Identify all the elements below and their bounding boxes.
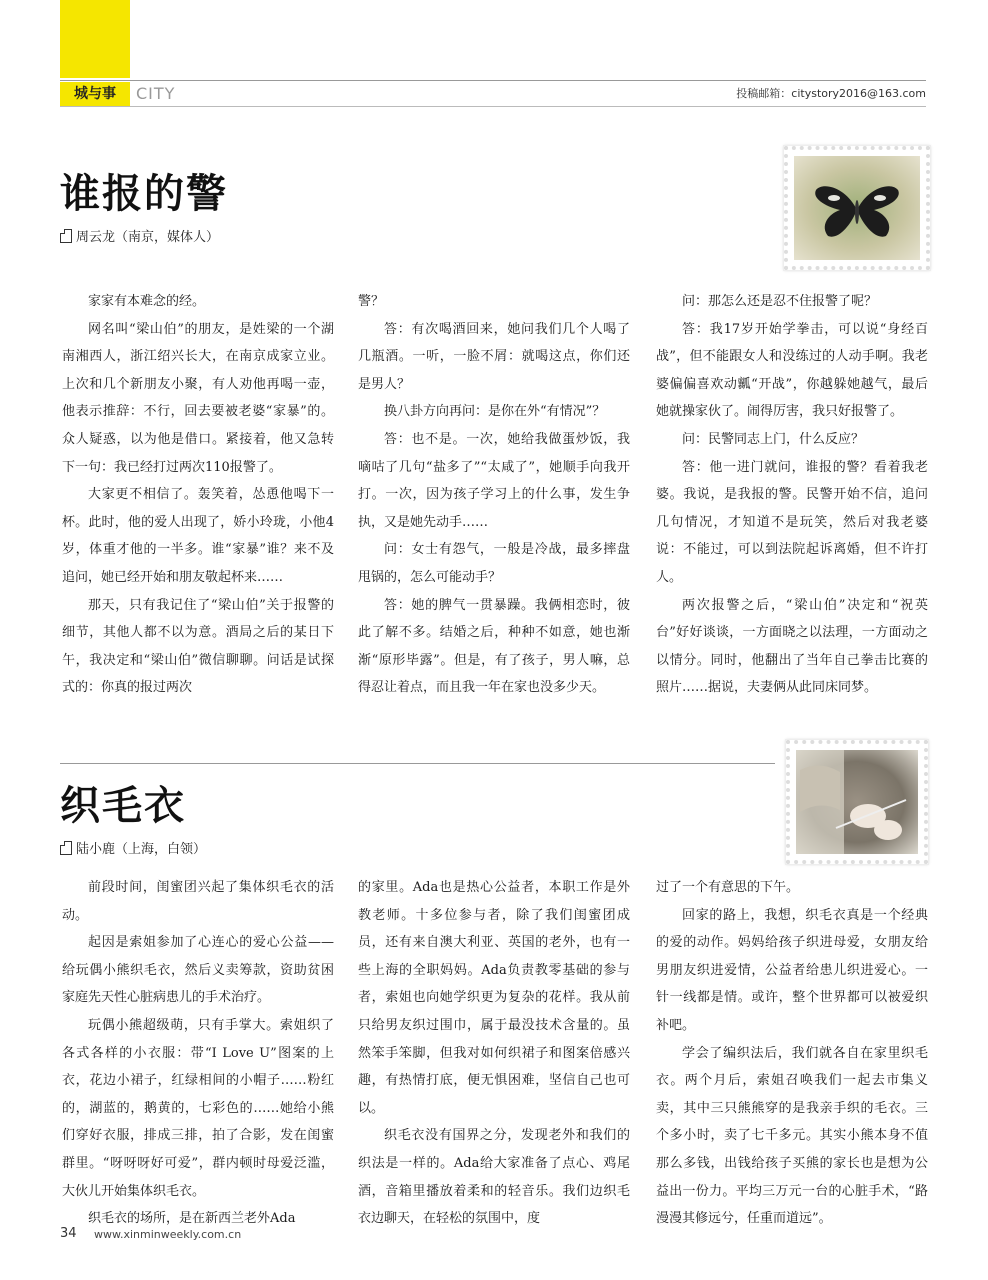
document-icon	[60, 841, 72, 855]
article1-column-2	[358, 288, 630, 702]
paragraph: 过了一个有意思的下午。	[656, 880, 800, 895]
paragraph: 答：他一进门就问，谁报的警？看着我老婆。我说，是我报的警。民警开始不信，追问几句情况，才知道不是玩笑，然后对我老婆说：不能过，可以到法院起诉离婚，但不许打人。	[656, 459, 928, 585]
article2-column-3	[656, 874, 928, 1233]
article1-byline	[60, 226, 219, 245]
article1-author: 周云龙（南京，媒体人）	[76, 230, 220, 245]
article1-column-3	[656, 288, 928, 702]
paragraph: 织毛衣的场所，是在新西兰老外Ada	[88, 1211, 296, 1227]
paragraph: 网名叫“梁山伯”的朋友，是姓梁的一个湖南湘西人，浙江绍兴长大，在南京成家立业。上次和几个新朋友小聚，有人劝他再喝一壶，他表示推辞：不行，回去要被老婆“家暴”的。众人疑惑，以为他是借口。紧接着，他又急转下一句：我已经打过两次110报警了。	[62, 321, 334, 475]
paragraph: 的家里。Ada也是热心公益者，本职工作是外教老师。十多位参与者，除了我们闺蜜团成员，还有来自澳大利亚、英国的老外，也有一些上海的全职妈妈。Ada负责教零基础的参与者，索姐也向她学织更为复杂的花样。我从前只给男友织过围巾，属于最没技术含量的。虽然笨手笨脚，但我对如何织裙子和图案倍感兴趣，有热情打底，便无惧困难，坚信自己也可以。	[358, 880, 630, 1116]
paragraph: 问：那怎么还是忍不住报警了呢？	[682, 294, 878, 309]
paragraph: 起因是索姐参加了心连心的爱心公益——给玩偶小熊织毛衣，然后义卖筹款，资助贫困家庭先天性心脏病患儿的手术治疗。	[62, 935, 334, 1006]
paragraph: 答：也不是。一次，她给我做蛋炒饭，我嘀咕了几句“盐多了”“太咸了”，她顺手向我开打。一次，因为孩子学习上的什么事，发生争执，又是她先动手……	[358, 431, 630, 530]
paragraph: 问：女士有怨气，一般是冷战，最多摔盘甩锅的，怎么可能动手？	[358, 542, 630, 585]
article2-column-2	[358, 874, 630, 1233]
header-rule	[60, 80, 926, 81]
paragraph: 学会了编织法后，我们就各自在家里织毛衣。两个月后，索姐召唤我们一起去市集义卖，其中三只熊熊穿的是我亲手织的毛衣。三个多小时，卖了七千多元。其实小熊本身不值那么多钱，出钱给孩子买熊的家长也是想为公益出一份力。平均三万元一台的心脏手术，“路漫漫其修远兮，任重而道远”。	[656, 1045, 928, 1227]
knitting-photo-icon	[796, 750, 918, 854]
paragraph: 织毛衣没有国界之分，发现老外和我们的织法是一样的。Ada给大家准备了点心、鸡尾酒，音箱里播放着柔和的轻音乐。我们边织毛衣边聊天，在轻松的氛围中，度	[358, 1128, 630, 1227]
paragraph: 两次报警之后，“梁山伯”决定和“祝英台”好好谈谈，一方面晓之以法理，一方面动之以情分。同时，他翻出了当年自己拳击比赛的照片……据说，夫妻俩从此同床同梦。	[656, 597, 928, 696]
website-url: www.xinminweekly.com.cn	[94, 1228, 242, 1241]
paragraph: 答：她的脾气一贯暴躁。我俩相恋时，彼此了解不多。结婚之后，种种不如意，她也渐渐“原形毕露”。但是，有了孩子，男人嘛，总得忍让着点，而且我一年在家也没多少天。	[358, 597, 630, 696]
paragraph: 问：民警同志上门，什么反应？	[682, 431, 865, 447]
paragraph: 换八卦方向再问：是你在外“有情况”？	[384, 404, 606, 420]
paragraph: 大家更不相信了。轰笑着，怂恿他喝下一杯。此时，他的爱人出现了，娇小玲珑，小他4岁，体重才他的一半多。谁“家暴”谁？来不及追问，她已经开始和朋友敬起杯来……	[62, 487, 334, 585]
paragraph: 答：我17岁开始学拳击，可以说“身经百战”，但不能跟女人和没练过的人动手啊。我老婆偏偏喜欢动瓤“开战”，你越躲她越气，最后她就操家伙了。闹得厉害，我只好报警了。	[656, 321, 928, 420]
section-english: CITY	[136, 84, 176, 103]
butterfly-stamp	[784, 146, 930, 270]
article1-column-1	[62, 288, 334, 702]
section-tag: 城与事	[60, 82, 130, 106]
submit-email: 投稿邮箱：citystory2016@163.com	[736, 87, 926, 100]
article2-column-1	[62, 874, 334, 1233]
paragraph: 回家的路上，我想，织毛衣真是一个经典的爱的动作。妈妈给孩子织进母爱，女朋友给男朋友织进爱情，公益者给患儿织进爱心。一针一线都是情。或许，整个世界都可以被爱织补吧。	[656, 907, 928, 1033]
paragraph: 答：有次喝酒回来，她问我们几个人喝了几瓶酒。一听，一脸不屑：就喝这点，你们还是男人？	[358, 321, 630, 392]
article-divider	[60, 763, 775, 764]
paragraph: 家家有本难念的经。	[88, 294, 206, 309]
butterfly-icon	[794, 156, 920, 260]
knitting-icon	[796, 750, 918, 854]
paragraph: 那天，只有我记住了“梁山伯”关于报警的细节，其他人都不以为意。酒局之后的某日下午，我决定和“梁山伯”微信聊聊。问话是试探式的：你真的报过两次	[62, 597, 334, 696]
paragraph: 前段时间，闺蜜团兴起了集体织毛衣的活动。	[62, 880, 334, 923]
article2-byline	[60, 838, 206, 857]
article2-author: 陆小鹿（上海，白领）	[76, 842, 207, 857]
page-number: 34	[60, 1226, 77, 1241]
header-color-block	[60, 0, 130, 78]
article2-title: 织毛衣	[60, 782, 186, 829]
article1-title: 谁报的警	[60, 170, 228, 217]
butterfly-photo-icon	[794, 156, 920, 260]
document-icon	[60, 229, 72, 243]
paragraph: 警？	[358, 294, 385, 309]
header-subrule	[60, 106, 926, 107]
paragraph: 玩偶小熊超级萌，只有手掌大。索姐织了各式各样的小衣服：带“I Love U”图案的上衣，花边小裙子，红绿相间的小帽子……粉红的，湖蓝的，鹅黄的，七彩色的……她给小熊们穿好衣服，排成三排，拍了合影，发在闺蜜群里。“呀呀呀好可爱”，群内顿时母爱泛滥，大伙儿开始集体织毛衣。	[62, 1017, 334, 1199]
knitting-stamp	[786, 740, 928, 864]
